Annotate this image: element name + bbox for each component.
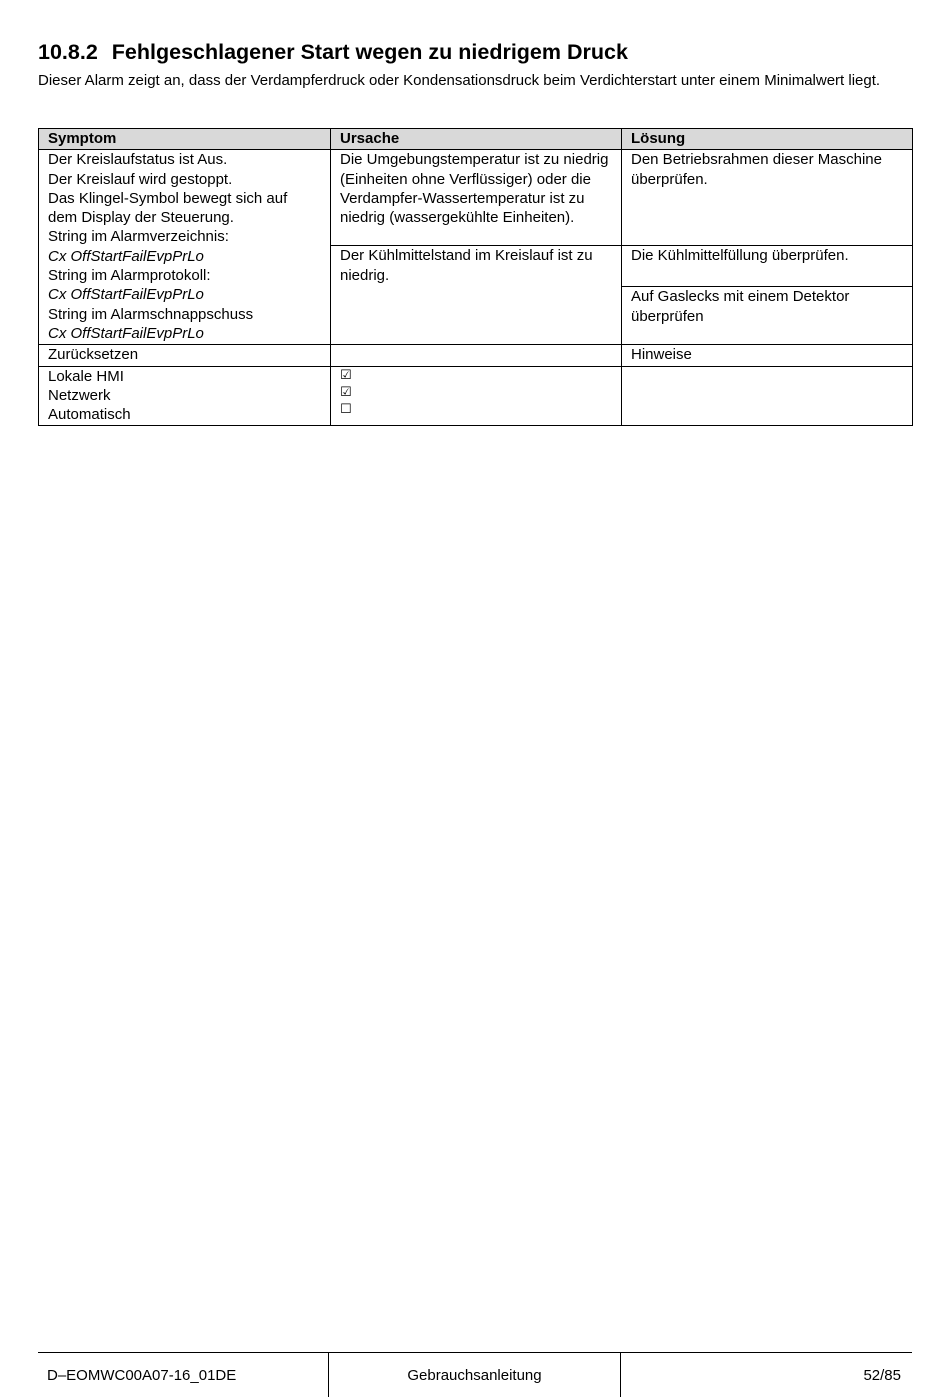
section-title: Fehlgeschlagener Start wegen zu niedrigem Druck — [111, 40, 628, 64]
footer-page-cell — [620, 1353, 912, 1397]
symptom-line: Das Klingel-Symbol bewegt sich auf — [48, 189, 288, 207]
symptom-line: dem Display der Steuerung. — [48, 209, 234, 227]
footer-doc-type: Gebrauchsanleitung — [407, 1367, 542, 1384]
alarm-table — [38, 128, 913, 426]
section-heading — [38, 40, 628, 65]
table-header-row — [39, 129, 913, 150]
footer-page-number: 52/85 — [863, 1367, 901, 1384]
reset-option-network: Netzwerk — [48, 386, 111, 404]
footer-doc-id-cell — [38, 1353, 328, 1397]
checked-box-icon: ☑ — [340, 384, 352, 400]
footer-doc-type-cell — [328, 1353, 621, 1397]
alarm-string: Cx OffStartFailEvpPrLo — [48, 286, 204, 304]
reset-label: Zurücksetzen — [39, 345, 331, 366]
section-number: 10.8.2 — [38, 40, 98, 64]
header-symptom: Symptom — [39, 129, 331, 150]
unchecked-box-icon: ☐ — [340, 401, 352, 417]
solution-cell: Auf Gaslecks mit einem Detektor überprüfen — [622, 287, 913, 345]
symptom-line: String im Alarmverzeichnis: — [48, 228, 229, 246]
symptom-line: Der Kreislaufstatus ist Aus. — [48, 151, 228, 169]
reset-checkbox-cell — [331, 366, 622, 426]
header-solution: Lösung — [622, 129, 913, 150]
reset-options-cell — [39, 366, 331, 426]
notes-cell — [622, 366, 913, 426]
solution-cell: Den Betriebsrahmen dieser Maschine überprüfen. — [622, 150, 913, 246]
cause-cell: Der Kühlmittelstand im Kreislauf ist zu niedrig. — [331, 246, 622, 345]
reset-option-local-hmi: Lokale HMI — [48, 367, 124, 385]
notes-label: Hinweise — [622, 345, 913, 366]
page-footer — [38, 1352, 912, 1397]
symptom-line: String im Alarmprotokoll: — [48, 267, 211, 285]
reset-header-row — [39, 345, 913, 366]
checked-box-icon: ☑ — [340, 367, 352, 383]
reset-option-automatic: Automatisch — [48, 406, 131, 424]
alarm-string: Cx OffStartFailEvpPrLo — [48, 324, 204, 342]
solution-cell: Die Kühlmittelfüllung überprüfen. — [622, 246, 913, 287]
symptom-line: String im Alarmschnappschuss — [48, 305, 254, 323]
symptom-cell — [39, 150, 331, 345]
header-cause: Ursache — [331, 129, 622, 150]
symptom-line: Der Kreislauf wird gestoppt. — [48, 170, 233, 188]
section-intro: Dieser Alarm zeigt an, dass der Verdampferdruck oder Kondensationsdruck beim Verdichterstart unter einem Minimalwert liegt. — [38, 72, 881, 89]
reset-options-row — [39, 366, 913, 426]
footer-doc-id: D–EOMWC00A07-16_01DE — [47, 1367, 237, 1384]
cause-cell: Die Umgebungstemperatur ist zu niedrig (Einheiten ohne Verflüssiger) oder die Verdampfer-Wassertemperatur ist zu niedrig (wassergekühlte Einheiten). — [331, 150, 622, 246]
reset-empty-cell — [331, 345, 622, 366]
table-row — [39, 150, 913, 246]
alarm-string: Cx OffStartFailEvpPrLo — [48, 247, 204, 265]
